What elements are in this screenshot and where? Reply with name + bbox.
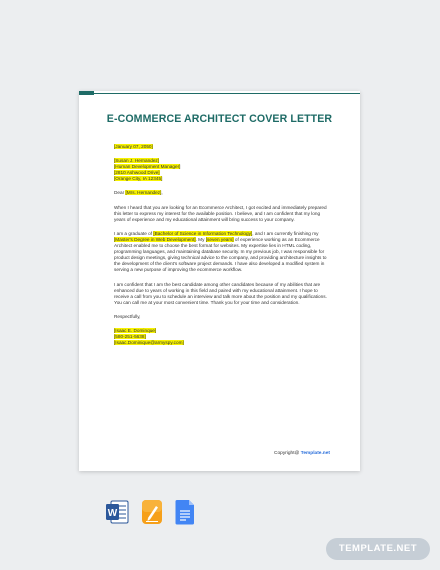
- copyright-brand: Template.net: [300, 451, 330, 456]
- recipient-city: [Orange City, IA 12345]: [114, 176, 163, 182]
- recipient-name: [Susan J. Hernandez]: [114, 158, 160, 164]
- date-block: [114, 144, 332, 150]
- pages-icon[interactable]: [140, 498, 164, 526]
- degree-master: [Master's Degree in Web Development]: [114, 236, 196, 242]
- closing: Respectfully,: [114, 313, 141, 319]
- letter-body: [114, 144, 332, 346]
- corner-accent: [79, 91, 94, 95]
- letter-date: [January 07, 2050]: [114, 144, 153, 149]
- salutation-name: [Mrs. Hernandez]: [125, 190, 162, 196]
- paragraph-intro: When I heard that you are looking for an Ecommerce Architect, I got excited and immediately prepared this letter to express my interest for the available position. I believe, and I am confident that my long years of experience and my educational attainment will bring success to your company.: [114, 204, 327, 222]
- sender-phone: [580-251-5638]: [114, 334, 146, 340]
- salutation: Dear [Mrs. Hernandez],: [114, 190, 163, 196]
- paragraph-closing: I am confident that I am the best candidate among other candidates because of my abilities that are enhanced due to years of working in this field and paired with my educational attainment. I hope to receive a call from you to schedule an interview and talk more about the position and my qualifications. You can call me at your most convenient time. Thank you for your time and consideration.: [114, 281, 327, 305]
- svg-text:W: W: [107, 508, 118, 519]
- recipient-title: [Human Development Manager]: [114, 164, 181, 170]
- google-docs-icon[interactable]: [173, 498, 197, 526]
- letter-page: [79, 91, 360, 471]
- template-net-badge[interactable]: TEMPLATE.NET: [326, 538, 430, 560]
- degree-bachelor: [Bachelor of Science in Information Technology]: [153, 230, 253, 236]
- recipient-block: [114, 158, 332, 182]
- paragraph-experience: I am a graduate of [Bachelor of Science in Information Technology], and I am currently finishing my [Master's Degree in Web Development]. My [seven years] of experience working as an Ecommerce Architect enabled me to choose the best format for websites. My expertise lies in HTML coding, programming languages, and maintaining database security. In my previous job, I was responsible for product design meetings, giving technical advice to the company, and providing architecture insights to the development of the client's software project demands. I have also developed a modified system in serving a new purpose of improving the ecommerce workflow.: [114, 230, 327, 273]
- sender-email: [Isaac.Dominique@armyspy.com]: [114, 340, 184, 346]
- top-rule: [94, 93, 360, 94]
- years-experience: [seven years]: [205, 236, 234, 242]
- copyright-footer: Copyright@ Template.net: [274, 451, 330, 456]
- recipient-street: [2810 Ashwood Drive]: [114, 170, 160, 176]
- word-icon[interactable]: [105, 498, 129, 526]
- sender-name: [Isaac E. Dominque]: [114, 327, 157, 333]
- sender-block: [114, 328, 332, 346]
- letter-title: E-COMMERCE ARCHITECT COVER LETTER: [106, 113, 333, 125]
